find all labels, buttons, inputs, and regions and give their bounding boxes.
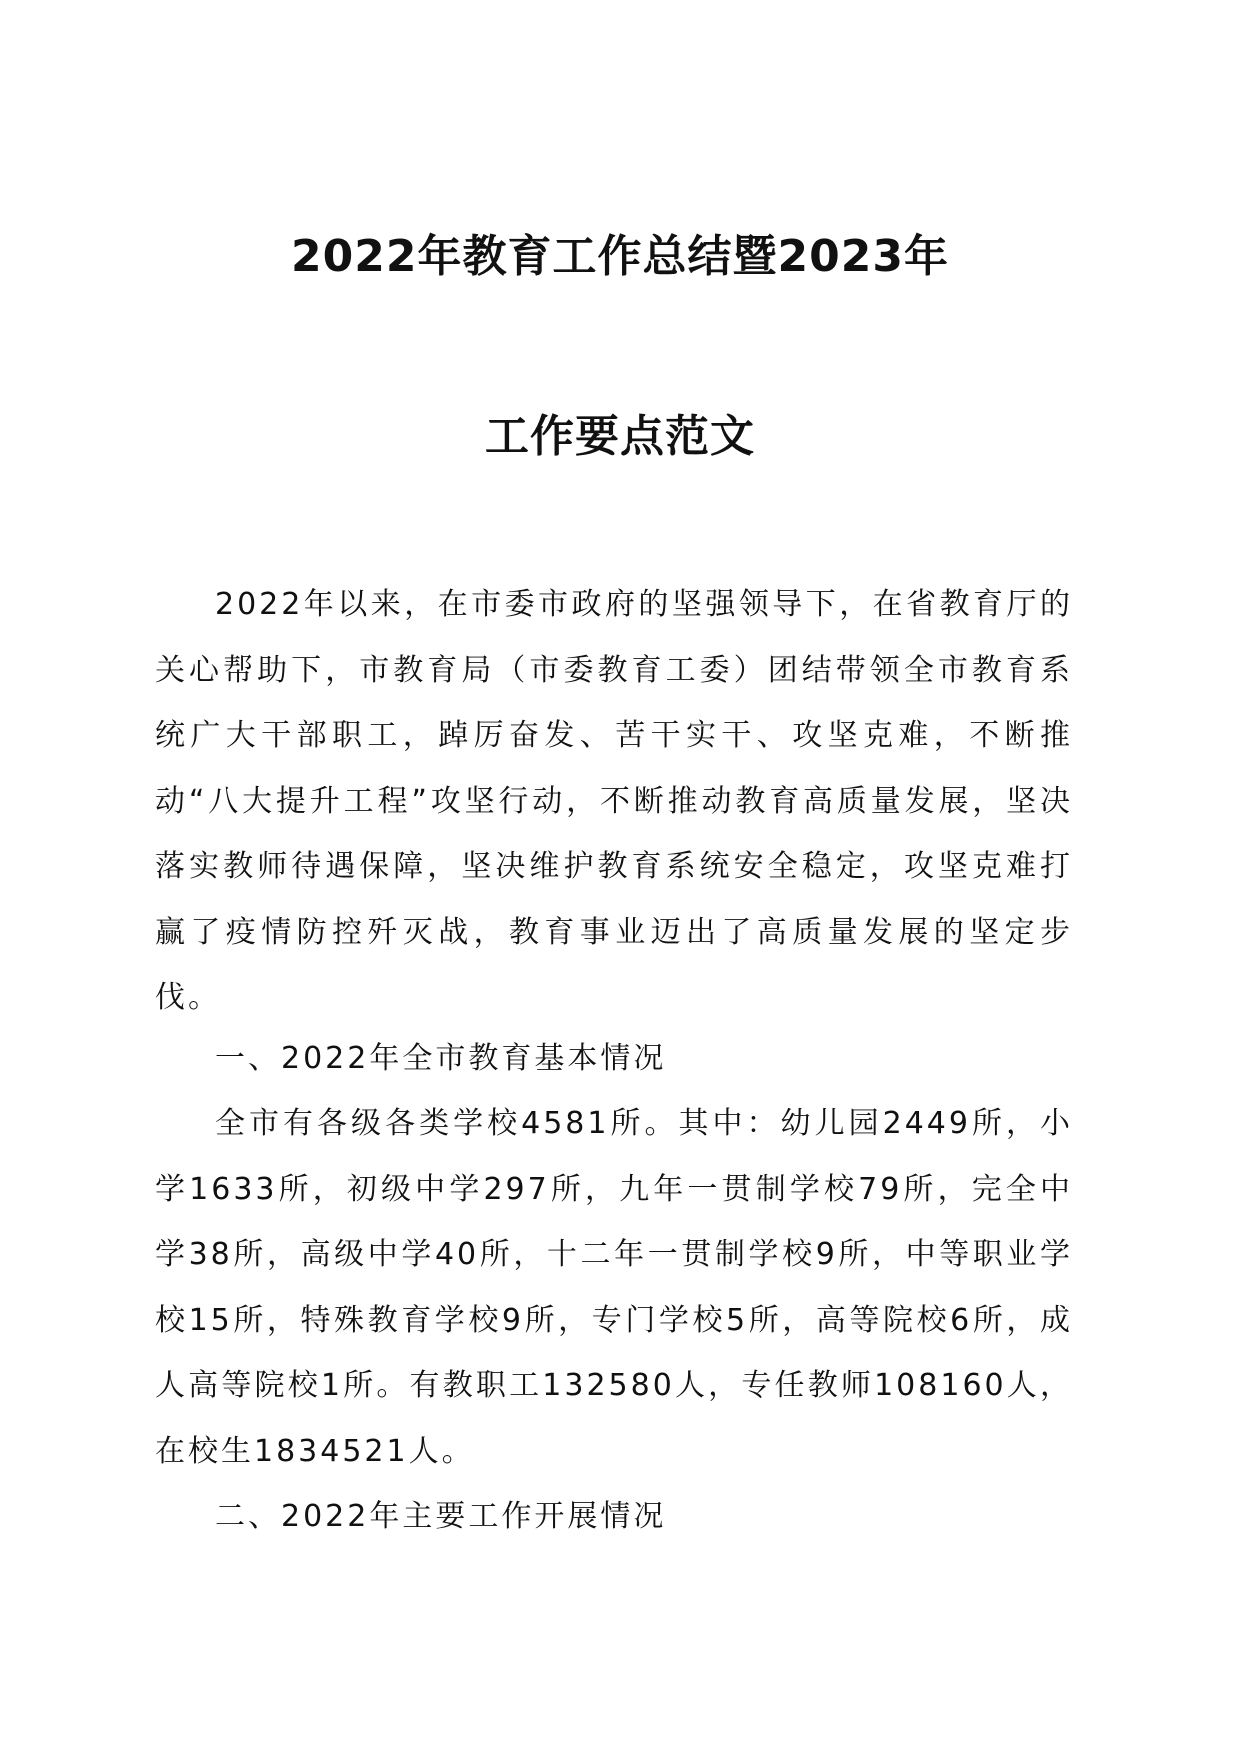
section-heading-basic-situation: 一、2022年全市教育基本情况 (215, 1041, 667, 1076)
document-title-line-1: 2022年教育工作总结暨2023年 (291, 231, 949, 282)
intro-paragraph: 2022年以来，在市委市政府的坚强领导下，在省教育厅的关心帮助下，市教育局（市委教育工委）团结带领全市教育系统广大干部职工，踔厉奋发、苦干实干、攻坚克难，不断推动“八大提升工程”攻坚行动，不断推动教育高质量发展，坚决落实教师待遇保障，坚决维护教育系统安全稳定，攻坚克难打赢了疫情防控歼灭战，教育事业迈出了高质量发展的坚定步伐。 (155, 587, 1073, 1015)
document-title-line-2: 工作要点范文 (485, 411, 755, 462)
section-heading-main-work: 二、2022年主要工作开展情况 (215, 1499, 667, 1534)
school-statistics-paragraph: 全市有各级各类学校4581所。其中：幼儿园2449所，小学1633所，初级中学297所，九年一贯制学校79所，完全中学38所，高级中学40所，十二年一贯制学校9所，中等职业学校15所，特殊教育学校9所，专门学校5所，高等院校6所，成人高等院校1所。有教职工132580人，专任教师108160人，在校生1834521人。 (155, 1106, 1073, 1469)
